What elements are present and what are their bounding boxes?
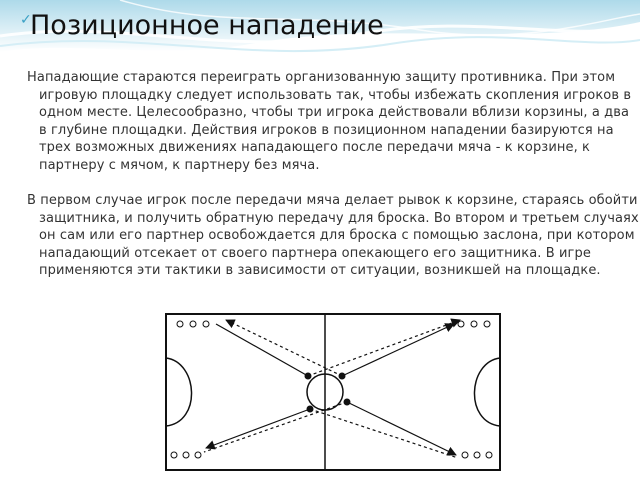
basketball-court-diagram bbox=[164, 312, 504, 472]
checkmark-icon: ✓ bbox=[20, 12, 32, 28]
slide-title-text: Позиционное нападение bbox=[30, 10, 384, 41]
paragraph-2: В первом случае игрок после передачи мяча делает рывок к корзине, стараясь обойти защитника, и получить обратную передачу для броска. Во втором и третьем случаях он сам или его партнер освобождается для броска с помощью заслона, при котором нападающий отсекает от своего партнера опекающего его защитника. В игре применяются эти тактики в зависимости от ситуации, возникшей на площадке. bbox=[27, 193, 639, 278]
bench-players-top-right bbox=[458, 321, 490, 327]
bench-players-bottom-right bbox=[462, 452, 492, 458]
bench-players-top-left bbox=[177, 321, 209, 327]
slide-title bbox=[20, 10, 384, 41]
court-outline bbox=[166, 314, 500, 470]
bench-players-bottom-left bbox=[171, 452, 201, 458]
paragraph-1: Нападающие стараются переиграть организованную защиту противника. При этом игровую площадку следует использовать так, чтобы избежать скопления игроков в одном месте. Целесообразно, чтобы три игрока действовали вблизи корзины, а два в глубине площадки. Действия игроков в позиционном нападении базируются на трех возможных движениях нападающего после передачи мяча - к корзине, к партнеру с мячом, к партнеру без мяча. bbox=[27, 70, 632, 173]
